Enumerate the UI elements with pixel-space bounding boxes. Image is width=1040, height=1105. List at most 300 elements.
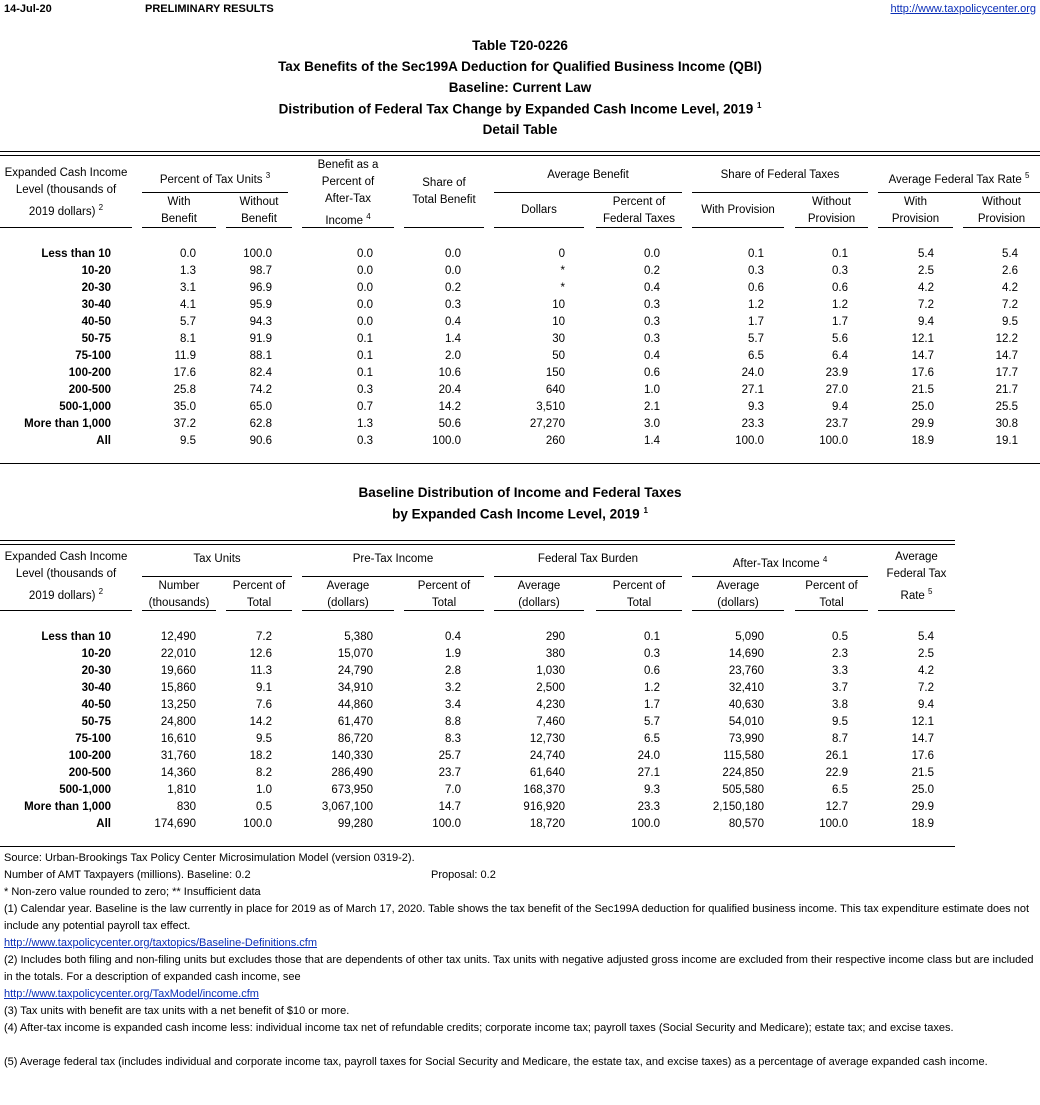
- cell-rate-with: 9.4: [918, 316, 934, 328]
- row-label: All: [96, 818, 111, 830]
- cell-aftertax-avg: 224,850: [722, 767, 764, 779]
- cell-aftertax-avg: 505,580: [722, 784, 764, 796]
- cell-benefit-pct-aftertax: 0.0: [357, 265, 373, 277]
- t2-header-number: Number (thousands): [148, 580, 210, 609]
- table-number: Table T20-0226: [472, 38, 568, 53]
- cell-pretax-pct: 3.2: [445, 682, 461, 694]
- cell-share-total-benefit: 0.0: [445, 248, 461, 260]
- cell-share-fed-with: 9.3: [748, 401, 764, 413]
- cell-fed-burden-pct: 6.5: [644, 733, 660, 745]
- cell-tax-units-pct: 8.2: [256, 767, 272, 779]
- t2-header-fed-avg: Average (dollars): [517, 580, 561, 609]
- cell-rate-with: 4.2: [918, 282, 934, 294]
- t2-header-aftertax: After-Tax Income $^4$: [732, 555, 828, 570]
- t2-header-tax-units: Tax Units: [193, 553, 241, 565]
- row-label: 75-100: [75, 350, 111, 362]
- footnote-5: (5) Average federal tax (includes individual and corporate income tax, payroll taxes for Social Security and Medicare, the estate tax, and excise taxes) as a percentage of average expanded cash income.: [4, 1056, 988, 1068]
- row-label: All: [96, 435, 111, 447]
- cell-avg-benefit-dollars: 10: [552, 299, 565, 311]
- row-label: 30-40: [81, 299, 111, 311]
- table-row: [0, 799, 1040, 816]
- cell-share-fed-without: 23.9: [825, 367, 848, 379]
- cell-tax-units-pct: 9.5: [256, 733, 272, 745]
- cell-share-fed-without: 0.3: [832, 265, 848, 277]
- row-label: 10-20: [81, 648, 111, 660]
- cell-pretax-pct: 8.3: [445, 733, 461, 745]
- cell-without-benefit: 88.1: [249, 350, 272, 362]
- cell-share-fed-without: 1.2: [832, 299, 848, 311]
- cell-without-benefit: 98.7: [249, 265, 272, 277]
- t1-header-rate-without: Without Provision: [977, 196, 1026, 225]
- cell-without-benefit: 90.6: [249, 435, 272, 447]
- cell-avg-benefit-dollars: *: [560, 282, 565, 294]
- cell-fed-burden-avg: 24,740: [529, 750, 565, 762]
- date: 14-Jul-20: [4, 3, 52, 15]
- cell-share-fed-without: 100.0: [819, 435, 848, 447]
- cell-aftertax-avg: 5,090: [735, 631, 764, 643]
- cell-share-fed-with: 0.1: [748, 248, 764, 260]
- cell-rate-with: 25.0: [911, 401, 934, 413]
- cell-share-fed-without: 0.6: [832, 282, 848, 294]
- row-label: 100-200: [68, 750, 111, 762]
- cell-share-fed-with: 0.3: [748, 265, 764, 277]
- cell-without-benefit: 100.0: [243, 248, 272, 260]
- cell-share-fed-with: 24.0: [741, 367, 764, 379]
- cell-pretax-avg: 286,490: [331, 767, 373, 779]
- table-row: [0, 280, 1040, 297]
- cell-benefit-pct-aftertax: 0.0: [357, 248, 373, 260]
- cell-avg-fed-rate: 14.7: [911, 733, 934, 745]
- cell-aftertax-avg: 54,010: [728, 716, 764, 728]
- t2-header-fed-burden: Federal Tax Burden: [537, 553, 639, 565]
- table-row: [0, 399, 1040, 416]
- cell-share-total-benefit: 14.2: [438, 401, 461, 413]
- cell-pretax-avg: 34,910: [337, 682, 373, 694]
- cell-share-fed-with: 23.3: [741, 418, 764, 430]
- cell-fed-burden-pct: 24.0: [637, 750, 660, 762]
- row-label: 50-75: [81, 333, 111, 345]
- cell-rate-without: 2.6: [1002, 265, 1018, 277]
- cell-fed-burden-avg: 380: [545, 648, 565, 660]
- row-label: More than 1,000: [24, 418, 111, 430]
- cell-rate-with: 17.6: [911, 367, 934, 379]
- cell-pretax-pct: 8.8: [445, 716, 461, 728]
- cell-aftertax-avg: 80,570: [728, 818, 764, 830]
- cell-avg-benefit-pct-fed: 1.0: [644, 384, 660, 396]
- cell-avg-fed-rate: 4.2: [918, 665, 934, 677]
- cell-benefit-pct-aftertax: 0.0: [357, 299, 373, 311]
- cell-share-fed-without: 27.0: [825, 384, 848, 396]
- cell-share-fed-with: 6.5: [748, 350, 764, 362]
- cell-tax-units-pct: 7.2: [256, 631, 272, 643]
- t2-header-avg-rate: Average Federal Tax Rate $^5$: [886, 551, 947, 602]
- table-title: Tax Benefits of the Sec199A Deduction for Qualified Business Income (QBI): [278, 59, 762, 74]
- t2-header-pretax: Pre-Tax Income: [352, 553, 434, 565]
- row-label: 500-1,000: [59, 401, 111, 413]
- table-row: [0, 765, 1040, 782]
- cell-share-fed-with: 1.2: [748, 299, 764, 311]
- tpc-link[interactable]: http://www.taxpolicycenter.org: [890, 3, 1036, 15]
- cell-fed-burden-avg: 2,500: [536, 682, 565, 694]
- cell-avg-benefit-dollars: 30: [552, 333, 565, 345]
- cell-tax-units-number: 13,250: [160, 699, 196, 711]
- amt-note: Number of AMT Taxpayers (millions). Baseline: 0.2: [4, 869, 251, 881]
- cell-tax-units-pct: 100.0: [243, 818, 272, 830]
- table-row: [0, 646, 1040, 663]
- t1-header-avg-benefit: Average Benefit: [547, 169, 629, 181]
- cell-rate-with: 18.9: [911, 435, 934, 447]
- cell-rate-without: 21.7: [995, 384, 1018, 396]
- cell-avg-benefit-pct-fed: 2.1: [644, 401, 660, 413]
- table-1-top-rule: [0, 151, 1040, 156]
- table-2-bottom-rule: [0, 846, 955, 847]
- t2-header-pretax-avg: Average (dollars): [326, 580, 370, 609]
- cell-share-total-benefit: 50.6: [438, 418, 461, 430]
- cell-tax-units-pct: 7.6: [256, 699, 272, 711]
- cell-aftertax-avg: 40,630: [728, 699, 764, 711]
- cell-avg-benefit-pct-fed: 3.0: [644, 418, 660, 430]
- cell-benefit-pct-aftertax: 0.1: [357, 333, 373, 345]
- cell-fed-burden-pct: 0.6: [644, 665, 660, 677]
- cell-without-benefit: 82.4: [249, 367, 272, 379]
- cell-avg-fed-rate: 9.4: [918, 699, 934, 711]
- cell-fed-burden-pct: 1.2: [644, 682, 660, 694]
- cell-benefit-pct-aftertax: 0.7: [357, 401, 373, 413]
- cell-tax-units-pct: 9.1: [256, 682, 272, 694]
- cell-avg-benefit-pct-fed: 0.6: [644, 367, 660, 379]
- cell-rate-without: 14.7: [995, 350, 1018, 362]
- row-label: 200-500: [68, 384, 111, 396]
- table-row: [0, 382, 1040, 399]
- cell-aftertax-avg: 32,410: [728, 682, 764, 694]
- cell-with-benefit: 8.1: [180, 333, 196, 345]
- amt-proposal: Proposal: 0.2: [431, 869, 496, 881]
- cell-avg-fed-rate: 2.5: [918, 648, 934, 660]
- t1-header-without-benefit: Without Benefit: [239, 196, 279, 225]
- cell-fed-burden-avg: 12,730: [529, 733, 565, 745]
- cell-share-total-benefit: 0.3: [445, 299, 461, 311]
- cell-avg-benefit-pct-fed: 0.3: [644, 333, 660, 345]
- cell-fed-burden-pct: 0.3: [644, 648, 660, 660]
- cell-pretax-pct: 1.9: [445, 648, 461, 660]
- cell-share-fed-with: 100.0: [735, 435, 764, 447]
- cell-avg-benefit-dollars: 260: [545, 435, 565, 447]
- cell-benefit-pct-aftertax: 1.3: [357, 418, 373, 430]
- cell-avg-benefit-pct-fed: 1.4: [644, 435, 660, 447]
- table-row: [0, 714, 1040, 731]
- cell-rate-without: 17.7: [995, 367, 1018, 379]
- t2-header-aftertax-avg: Average (dollars): [716, 580, 760, 609]
- cell-avg-benefit-dollars: 640: [545, 384, 565, 396]
- cell-benefit-pct-aftertax: 0.3: [357, 435, 373, 447]
- footnote-4: (4) After-tax income is expanded cash income less: individual income tax net of refundable credits; corporate income tax; payroll taxes (Social Security and Medicare); estate tax; and excise taxes.: [4, 1022, 954, 1034]
- row-label: Less than 10: [41, 631, 111, 643]
- cell-share-fed-without: 6.4: [832, 350, 848, 362]
- cell-share-fed-with: 0.6: [748, 282, 764, 294]
- cell-rate-without: 25.5: [995, 401, 1018, 413]
- cell-fed-burden-avg: 290: [545, 631, 565, 643]
- cell-aftertax-pct: 3.7: [832, 682, 848, 694]
- cell-rate-without: 12.2: [995, 333, 1018, 345]
- cell-avg-benefit-dollars: *: [560, 265, 565, 277]
- t1-header-pct-tax-units: Percent of Tax Units $^3$: [159, 171, 271, 186]
- cell-with-benefit: 3.1: [180, 282, 196, 294]
- t2-header-tax-units-pct: Percent of Total: [232, 580, 286, 609]
- cell-tax-units-number: 15,860: [160, 682, 196, 694]
- baseline-definitions-link[interactable]: http://www.taxpolicycenter.org/taxtopics/Baseline-Definitions.cfm: [4, 937, 318, 949]
- cell-aftertax-pct: 9.5: [832, 716, 848, 728]
- cell-pretax-pct: 0.4: [445, 631, 461, 643]
- cell-benefit-pct-aftertax: 0.3: [357, 384, 373, 396]
- t1-header-with-provision: With Provision: [701, 204, 775, 216]
- cell-pretax-pct: 25.7: [438, 750, 461, 762]
- table-2-subtitle: by Expanded Cash Income Level, 2019 $^1$: [392, 506, 648, 522]
- footnote-3: (3) Tax units with benefit are tax units with a net benefit of $10 or more.: [4, 1005, 350, 1017]
- cell-fed-burden-avg: 168,370: [523, 784, 565, 796]
- cell-avg-fed-rate: 7.2: [918, 682, 934, 694]
- t2-header-aftertax-pct: Percent of Total: [805, 580, 858, 609]
- cell-with-benefit: 0.0: [180, 248, 196, 260]
- cell-rate-with: 29.9: [911, 418, 934, 430]
- cell-without-benefit: 62.8: [249, 418, 272, 430]
- source-note: Source: Urban-Brookings Tax Policy Center Microsimulation Model (version 0319-2).: [4, 852, 415, 864]
- cell-with-benefit: 35.0: [173, 401, 196, 413]
- cell-without-benefit: 96.9: [249, 282, 272, 294]
- detail-title: Detail Table: [482, 122, 558, 137]
- cell-fed-burden-pct: 0.1: [644, 631, 660, 643]
- cell-tax-units-pct: 11.3: [250, 665, 272, 677]
- cell-share-fed-with: 27.1: [741, 384, 764, 396]
- cell-avg-benefit-pct-fed: 0.4: [644, 350, 660, 362]
- cell-pretax-avg: 15,070: [337, 648, 373, 660]
- cell-aftertax-pct: 3.8: [832, 699, 848, 711]
- cell-aftertax-avg: 73,990: [728, 733, 764, 745]
- cell-tax-units-number: 31,760: [160, 750, 196, 762]
- cell-rate-without: 7.2: [1002, 299, 1018, 311]
- cell-pretax-pct: 14.7: [438, 801, 461, 813]
- cell-avg-benefit-dollars: 10: [552, 316, 565, 328]
- table-row: [0, 416, 1040, 433]
- cell-pretax-avg: 5,380: [344, 631, 373, 643]
- cell-tax-units-number: 22,010: [160, 648, 196, 660]
- cell-share-fed-without: 9.4: [832, 401, 848, 413]
- cell-with-benefit: 17.6: [173, 367, 196, 379]
- table-row: [0, 697, 1040, 714]
- cell-without-benefit: 65.0: [249, 401, 272, 413]
- cell-share-total-benefit: 20.4: [438, 384, 461, 396]
- table-row: [0, 314, 1040, 331]
- table-row: [0, 816, 1040, 833]
- row-label: 20-30: [81, 665, 111, 677]
- cell-benefit-pct-aftertax: 0.0: [357, 282, 373, 294]
- table-2-top-rule: [0, 540, 955, 545]
- table-row: [0, 365, 1040, 382]
- cell-avg-fed-rate: 12.1: [911, 716, 934, 728]
- cell-avg-benefit-pct-fed: 0.0: [644, 248, 660, 260]
- row-label: 75-100: [75, 733, 111, 745]
- cell-pretax-avg: 61,470: [337, 716, 373, 728]
- cell-tax-units-number: 174,690: [154, 818, 196, 830]
- cell-avg-benefit-dollars: 50: [552, 350, 565, 362]
- cell-avg-fed-rate: 21.5: [911, 767, 934, 779]
- cell-aftertax-pct: 22.9: [825, 767, 848, 779]
- cell-tax-units-number: 830: [176, 801, 196, 813]
- cell-tax-units-number: 16,610: [160, 733, 196, 745]
- cell-aftertax-avg: 14,690: [728, 648, 764, 660]
- cell-rate-with: 21.5: [911, 384, 934, 396]
- cell-tax-units-pct: 1.0: [256, 784, 272, 796]
- cell-rate-with: 12.1: [911, 333, 934, 345]
- cell-avg-fed-rate: 25.0: [911, 784, 934, 796]
- footnote-2: (2) Includes both filing and non-filing units but excludes those that are dependents of other tax units. Tax units with negative adjusted gross income are excluded from their respective income class but are included in the totals. For a description of expanded cash income, see: [4, 954, 1034, 983]
- cell-pretax-avg: 140,330: [331, 750, 373, 762]
- cell-tax-units-pct: 12.6: [249, 648, 272, 660]
- t1-header-without-provision: Without Provision: [807, 196, 856, 225]
- cell-avg-fed-rate: 18.9: [911, 818, 934, 830]
- row-label: 20-30: [81, 282, 111, 294]
- cell-share-total-benefit: 0.4: [445, 316, 461, 328]
- cell-aftertax-avg: 2,150,180: [712, 801, 764, 813]
- cell-benefit-pct-aftertax: 0.0: [357, 316, 373, 328]
- table-row: [0, 331, 1040, 348]
- row-label: 40-50: [81, 699, 111, 711]
- cell-avg-fed-rate: 5.4: [918, 631, 934, 643]
- cell-with-benefit: 5.7: [180, 316, 196, 328]
- cell-tax-units-number: 24,800: [160, 716, 196, 728]
- cell-share-total-benefit: 100.0: [432, 435, 461, 447]
- cell-share-total-benefit: 0.2: [445, 282, 461, 294]
- cell-with-benefit: 4.1: [180, 299, 196, 311]
- t1-header-rate-with: With Provision: [891, 196, 940, 225]
- row-label: 500-1,000: [59, 784, 111, 796]
- t1-header-share-fed: Share of Federal Taxes: [720, 169, 840, 181]
- cell-pretax-pct: 23.7: [438, 767, 461, 779]
- cell-share-fed-without: 1.7: [832, 316, 848, 328]
- cell-fed-burden-pct: 9.3: [644, 784, 660, 796]
- income-definition-link[interactable]: http://www.taxpolicycenter.org/TaxModel/income.cfm: [4, 988, 259, 1000]
- table-row: [0, 629, 1040, 646]
- cell-pretax-avg: 44,860: [337, 699, 373, 711]
- cell-without-benefit: 74.2: [249, 384, 272, 396]
- cell-with-benefit: 11.9: [174, 350, 196, 362]
- legend-note: * Non-zero value rounded to zero; ** Insufficient data: [4, 886, 261, 898]
- cell-aftertax-pct: 12.7: [825, 801, 848, 813]
- table-row: [0, 433, 1040, 450]
- table-row: [0, 348, 1040, 365]
- cell-aftertax-pct: 100.0: [819, 818, 848, 830]
- cell-pretax-pct: 3.4: [445, 699, 461, 711]
- cell-rate-without: 30.8: [995, 418, 1018, 430]
- cell-avg-benefit-dollars: 3,510: [536, 401, 565, 413]
- cell-without-benefit: 95.9: [249, 299, 272, 311]
- t2-header-fed-pct: Percent of Total: [612, 580, 666, 609]
- cell-fed-burden-avg: 61,640: [529, 767, 565, 779]
- cell-pretax-pct: 7.0: [445, 784, 461, 796]
- cell-avg-benefit-dollars: 150: [545, 367, 565, 379]
- cell-pretax-avg: 86,720: [337, 733, 373, 745]
- t1-header-income-level: Expanded Cash Income Level (thousands of 2019 dollars) $^2$: [4, 167, 128, 218]
- cell-aftertax-avg: 115,580: [723, 750, 764, 762]
- table-row: [0, 297, 1040, 314]
- cell-avg-benefit-pct-fed: 0.3: [644, 299, 660, 311]
- cell-fed-burden-avg: 18,720: [529, 818, 565, 830]
- t1-header-dollars: Dollars: [521, 204, 557, 216]
- t1-header-benefit-pct: Benefit as a Percent of After-Tax Income $^4$: [317, 159, 379, 227]
- t1-header-share-benefit: Share of Total Benefit: [412, 177, 476, 206]
- table-row: [0, 680, 1040, 697]
- cell-tax-units-number: 14,360: [160, 767, 196, 779]
- row-label: Less than 10: [41, 248, 111, 260]
- cell-without-benefit: 94.3: [249, 316, 272, 328]
- cell-with-benefit: 1.3: [180, 265, 196, 277]
- t1-header-avg-rate: Average Federal Tax Rate $^5$: [888, 171, 1030, 186]
- row-label: 100-200: [68, 367, 111, 379]
- cell-tax-units-pct: 0.5: [256, 801, 272, 813]
- cell-fed-burden-avg: 916,920: [523, 801, 565, 813]
- t1-header-pct-fed: Percent of Federal Taxes: [602, 196, 676, 225]
- t1-header-with-benefit: With Benefit: [161, 196, 197, 225]
- cell-share-fed-without: 5.6: [832, 333, 848, 345]
- footnote-1: (1) Calendar year. Baseline is the law currently in place for 2019 as of March 17, 2020. Table shows the tax benefit of the Sec199A deduction for qualified business income. This tax expenditure estimate does not include any potential payroll tax effect.: [4, 903, 1030, 932]
- cell-rate-with: 2.5: [918, 265, 934, 277]
- cell-share-total-benefit: 0.0: [445, 265, 461, 277]
- row-label: 30-40: [81, 682, 111, 694]
- table-2-title: Baseline Distribution of Income and Federal Taxes: [358, 485, 682, 500]
- cell-share-fed-without: 0.1: [832, 248, 848, 260]
- cell-with-benefit: 25.8: [173, 384, 196, 396]
- cell-with-benefit: 9.5: [180, 435, 196, 447]
- cell-pretax-avg: 3,067,100: [321, 801, 373, 813]
- t2-header-income-level: Expanded Cash Income Level (thousands of 2019 dollars) $^2$: [4, 551, 128, 602]
- table-row: [0, 263, 1040, 280]
- cell-aftertax-avg: 23,760: [728, 665, 764, 677]
- cell-fed-burden-pct: 1.7: [644, 699, 660, 711]
- cell-fed-burden-pct: 100.0: [631, 818, 660, 830]
- preliminary-status: PRELIMINARY RESULTS: [145, 3, 274, 15]
- cell-without-benefit: 91.9: [249, 333, 272, 345]
- cell-rate-without: 9.5: [1002, 316, 1018, 328]
- cell-benefit-pct-aftertax: 0.1: [357, 350, 373, 362]
- cell-avg-fed-rate: 17.6: [911, 750, 934, 762]
- cell-aftertax-pct: 0.5: [832, 631, 848, 643]
- cell-avg-benefit-dollars: 0: [558, 248, 565, 260]
- cell-tax-units-number: 12,490: [160, 631, 196, 643]
- cell-fed-burden-pct: 23.3: [637, 801, 660, 813]
- cell-pretax-avg: 24,790: [337, 665, 373, 677]
- cell-avg-fed-rate: 29.9: [911, 801, 934, 813]
- cell-benefit-pct-aftertax: 0.1: [357, 367, 373, 379]
- cell-tax-units-number: 19,660: [160, 665, 196, 677]
- cell-rate-with: 7.2: [918, 299, 934, 311]
- cell-share-total-benefit: 2.0: [445, 350, 461, 362]
- row-label: 10-20: [81, 265, 111, 277]
- table-1-bottom-rule: [0, 463, 1040, 464]
- row-label: 40-50: [81, 316, 111, 328]
- cell-fed-burden-avg: 4,230: [536, 699, 565, 711]
- row-label: More than 1,000: [24, 801, 111, 813]
- cell-avg-benefit-dollars: 27,270: [529, 418, 565, 430]
- cell-pretax-pct: 2.8: [445, 665, 461, 677]
- cell-pretax-avg: 99,280: [337, 818, 373, 830]
- cell-aftertax-pct: 3.3: [832, 665, 848, 677]
- cell-avg-benefit-pct-fed: 0.4: [644, 282, 660, 294]
- cell-avg-benefit-pct-fed: 0.2: [644, 265, 660, 277]
- table-row: [0, 246, 1040, 263]
- cell-tax-units-number: 1,810: [167, 784, 196, 796]
- cell-aftertax-pct: 6.5: [832, 784, 848, 796]
- cell-with-benefit: 37.2: [173, 418, 196, 430]
- cell-aftertax-pct: 2.3: [832, 648, 848, 660]
